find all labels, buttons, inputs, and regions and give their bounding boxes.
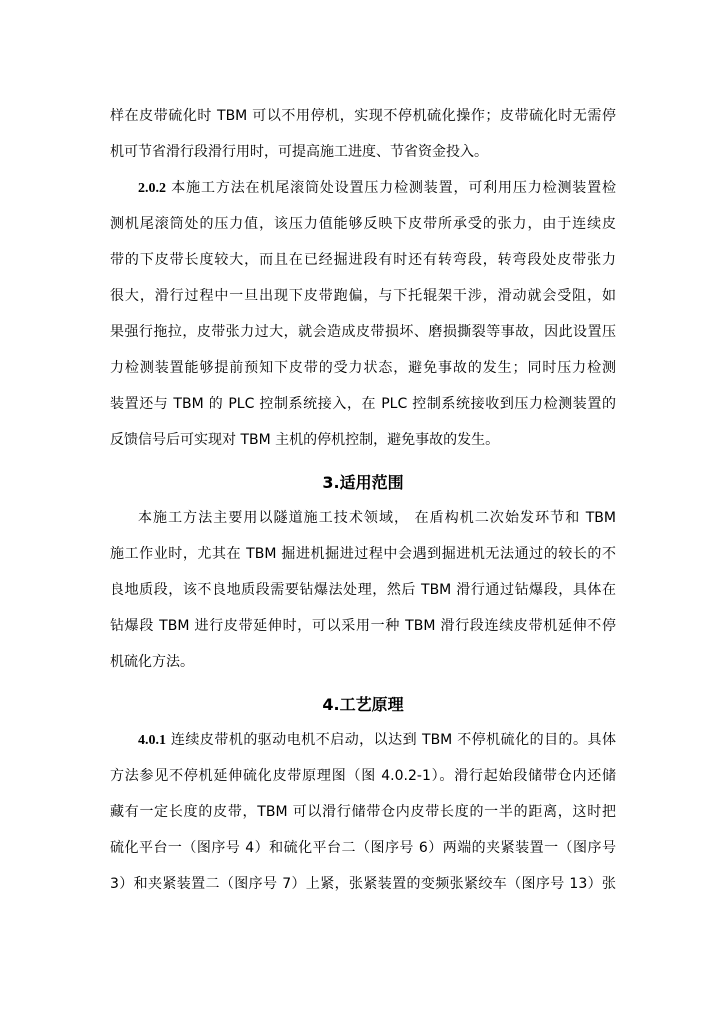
paragraph-line: 测机尾滚筒处的压力值，该压力值能够反映下皮带所承受的张力，由于连续皮 bbox=[110, 216, 616, 232]
paragraph-line: 3）和夹紧装置二（图序号 7）上紧，张紧装置的变频张紧绞车（图序号 13）张 bbox=[110, 876, 616, 892]
paragraph-text: 连续皮带机的驱动电机不启动，以达到 TBM 不停机硫化的目的。具体 bbox=[166, 732, 616, 748]
section-heading: 4.工艺原理 bbox=[322, 695, 404, 714]
paragraph-line: 力检测装置能够提前预知下皮带的受力状态，避免事故的发生；同时压力检测 bbox=[110, 360, 616, 376]
section-heading: 3.适用范围 bbox=[322, 473, 404, 492]
paragraph-line: 机硫化方法。 bbox=[110, 654, 194, 670]
paragraph-line: 方法参见不停机延伸硫化皮带原理图（图 4.0.2-1）。滑行起始段储带仓内还储 bbox=[110, 768, 616, 784]
paragraph-line: 藏有一定长度的皮带，TBM 可以滑行储带仓内皮带长度的一半的距离，这时把 bbox=[110, 804, 616, 820]
paragraph-line: 良地质段，该不良地质段需要钻爆法处理，然后 TBM 滑行通过钻爆段，具体在 bbox=[110, 582, 616, 598]
paragraph-line: 施工作业时，尤其在 TBM 掘进机掘进过程中会遇到掘进机无法通过的较长的不 bbox=[110, 546, 616, 562]
clause-number: 4.0.1 bbox=[138, 733, 166, 748]
paragraph-line: 果强行拖拉，皮带张力过大，就会造成皮带损坏、磨损撕裂等事故，因此设置压 bbox=[110, 324, 616, 340]
paragraph-text: 本施工方法在机尾滚筒处设置压力检测装置，可利用压力检测装置检 bbox=[166, 180, 616, 196]
paragraph-line bbox=[110, 727, 616, 763]
paragraph-line: 硫化平台一（图序号 4）和硫化平台二（图序号 6）两端的夹紧装置一（图序号 bbox=[110, 840, 616, 856]
paragraph-line: 机可节省滑行段滑行用时，可提高施工进度、节省资金投入。 bbox=[110, 144, 488, 160]
paragraph-line: 样在皮带硫化时 TBM 可以不用停机，实现不停机硫化操作；皮带硫化时无需停 bbox=[110, 108, 616, 124]
paragraph-line: 很大，滑行过程中一旦出现下皮带跑偏，与下托辊架干涉，滑动就会受阻，如 bbox=[110, 288, 616, 304]
paragraph-line: 本施工方法主要用以隧道施工技术领域， 在盾构机二次始发环节和 TBM bbox=[138, 510, 616, 526]
paragraph-line bbox=[110, 175, 616, 211]
paragraph-line: 反馈信号后可实现对 TBM 主机的停机控制，避免事故的发生。 bbox=[110, 432, 500, 448]
document-page bbox=[110, 103, 616, 907]
paragraph-line: 装置还与 TBM 的 PLC 控制系统接入，在 PLC 控制系统接收到压力检测装置的 bbox=[110, 396, 616, 412]
paragraph-line: 带的下皮带长度较大，而且在已经掘进段有时还有转弯段，转弯段处皮带张力 bbox=[110, 252, 616, 268]
clause-number: 2.0.2 bbox=[138, 181, 166, 196]
paragraph-line: 钻爆段 TBM 进行皮带延伸时，可以采用一种 TBM 滑行段连续皮带机延伸不停 bbox=[110, 618, 616, 634]
